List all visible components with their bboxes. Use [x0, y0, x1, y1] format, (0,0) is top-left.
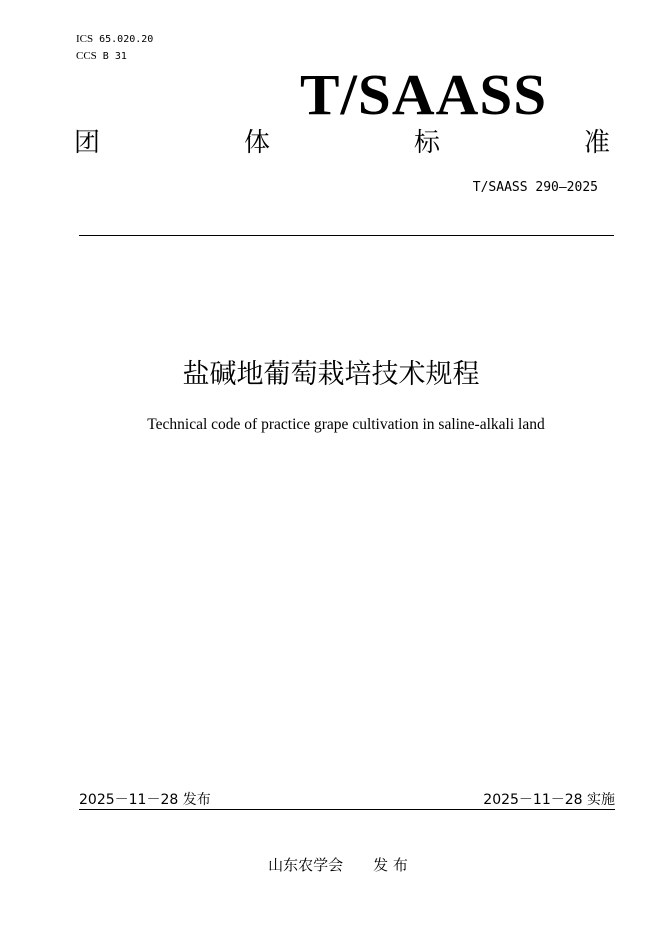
implementation-date: 2025－11－28 实施: [483, 792, 615, 808]
standard-type-char: 体: [243, 128, 270, 158]
ccs-value: B 31: [102, 51, 127, 62]
publisher-name: 山东农学会: [268, 856, 344, 874]
top-divider: [79, 235, 614, 236]
standard-code: T/SAASS 290—2025: [472, 180, 598, 195]
classification-codes: [76, 31, 153, 65]
ccs-line: [76, 48, 153, 65]
ics-line: [76, 31, 153, 48]
ics-value: 65.020.20: [99, 34, 154, 45]
organization-logo: T/SAASS: [300, 62, 548, 127]
document-title-chinese: 盐碱地葡萄栽培技术规程: [182, 359, 480, 390]
standard-type: [74, 128, 610, 158]
ics-label: ICS: [76, 33, 94, 45]
document-title-english: Technical code of practice grape cultivation in saline-alkali land: [147, 416, 545, 433]
bottom-divider: [79, 809, 615, 810]
publisher-action: 发 布: [373, 856, 408, 874]
standard-type-char: 准: [583, 128, 610, 158]
publisher-line: [0, 854, 662, 875]
standard-type-char: 团: [74, 128, 101, 158]
ccs-label: CCS: [76, 50, 97, 62]
release-date: 2025－11－28 发布: [79, 792, 211, 808]
standard-type-char: 标: [413, 128, 440, 158]
